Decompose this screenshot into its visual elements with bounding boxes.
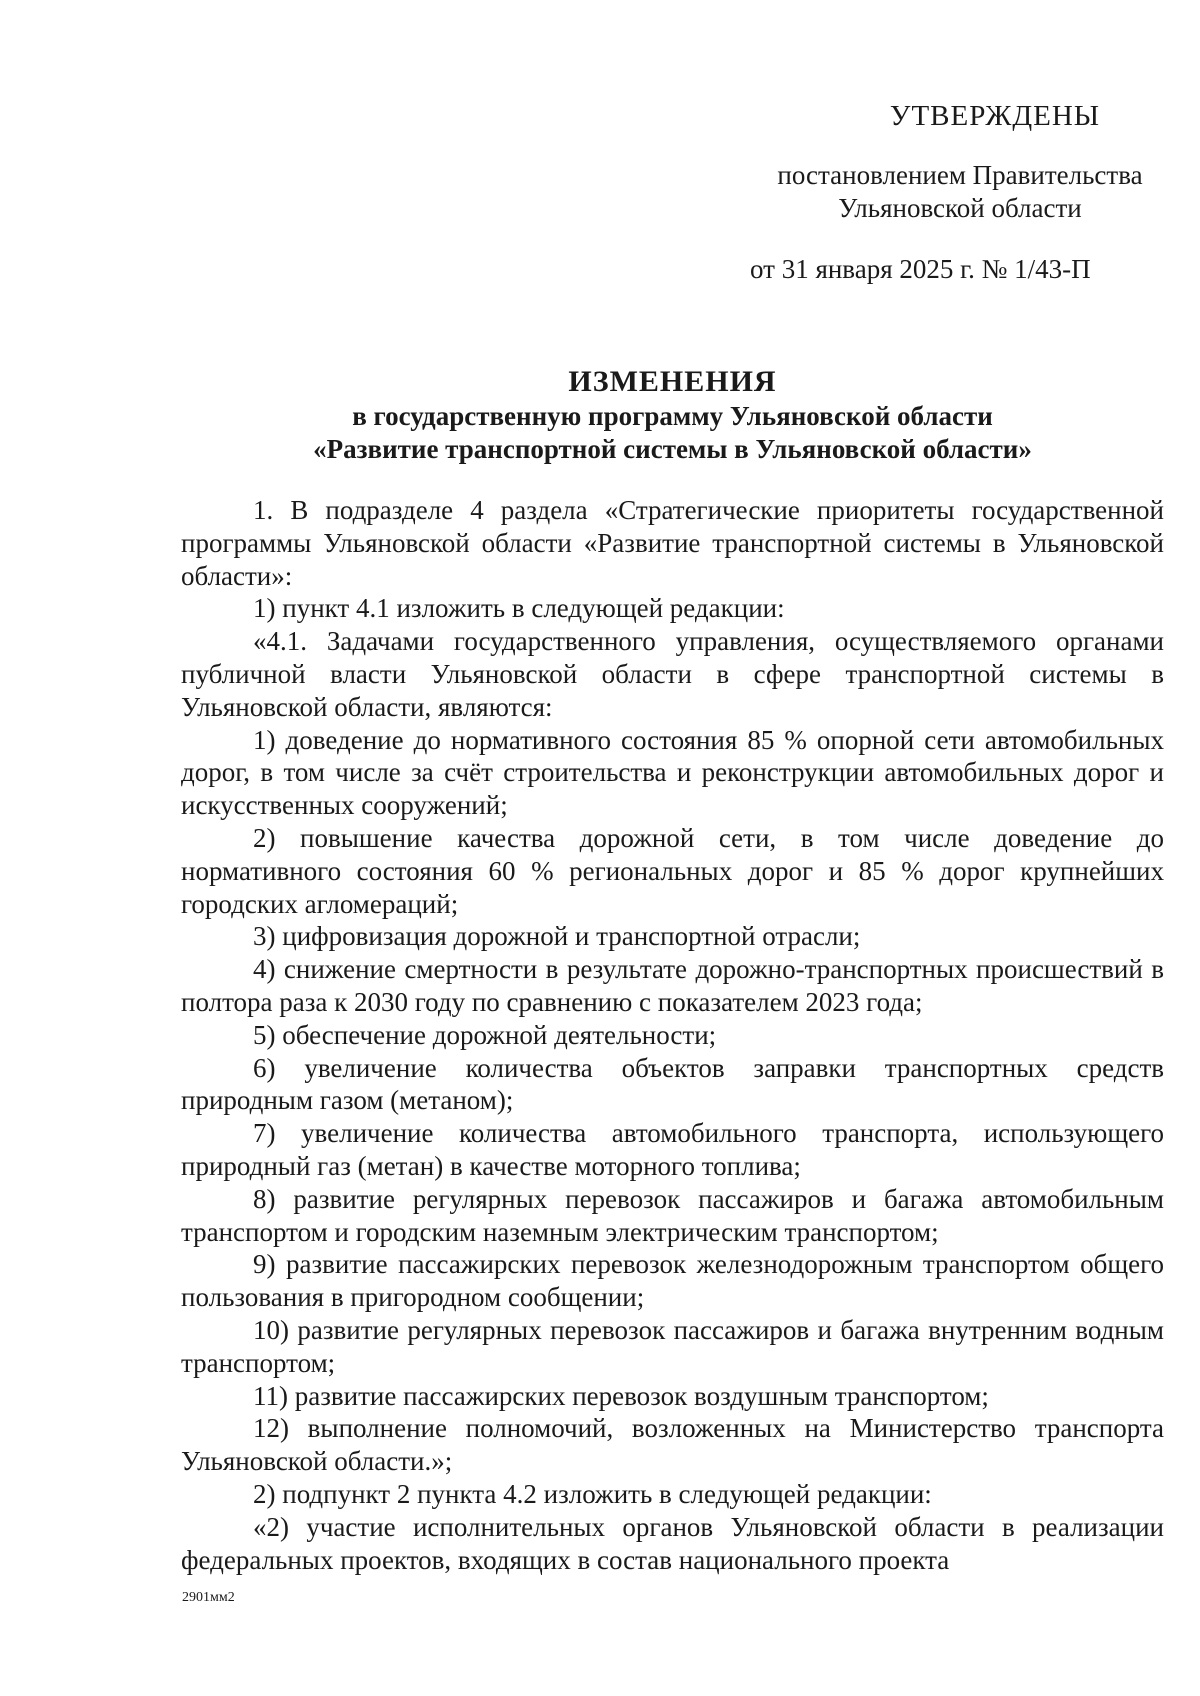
paragraph: 2) повышение качества дорожной сети, в том числе доведение до нормативного состояния 60 % региональных дорог и 85 % дорог крупнейших городских агломераций; [181, 822, 1164, 919]
paragraph: 2) подпункт 2 пункта 4.2 изложить в следующей редакции: [253, 1478, 932, 1509]
paragraph: 3) цифровизация дорожной и транспортной отрасли; [253, 921, 861, 952]
title-line-3: «Развитие транспортной системы в Ульяновской области» [313, 434, 1032, 464]
paragraph: 5) обеспечение дорожной деятельности; [253, 1019, 717, 1050]
decree-date-number: от 31 января 2025 г. № 1/43-П [750, 254, 1091, 284]
paragraph: 1) пункт 4.1 изложить в следующей редакции: [253, 593, 785, 624]
paragraph: 7) увеличение количества автомобильного транспорта, использующего природный газ (метан) в качестве моторного топлива; [181, 1118, 1164, 1181]
document-title [180, 364, 1165, 466]
paragraph: 4) снижение смертности в результате дорожно-транспортных происшествий в полтора раза к 2030 году по сравнению с показателем 2023 года; [181, 954, 1164, 1017]
document-body [181, 494, 1164, 1576]
paragraph: 9) развитие пассажирских перевозок железнодорожным транспортом общего пользования в пригородном сообщении; [181, 1249, 1164, 1313]
paragraph: 11) развитие пассажирских перевозок воздушным транспортом; [253, 1380, 989, 1411]
paragraph: 6) увеличение количества объектов заправки транспортных средств природным газом (метаном); [181, 1052, 1164, 1116]
paragraph: 8) развитие регулярных перевозок пассажиров и багажа автомобильным транспортом и городским наземным электрическим транспортом; [181, 1183, 1164, 1247]
footer-code: 2901мм2 [182, 1590, 235, 1605]
paragraph: 1) доведение до нормативного состояния 85 % опорной сети автомобильных дорог, в том числе за счёт строительства и реконструкции автомобильных дорог и искусственных сооружений; [181, 724, 1164, 821]
paragraph: «4.1. Задачами государственного управления, осуществляемого органами публичной власти Ульяновской области в сфере транспортной системы в Ульяновской области, являются: [181, 626, 1164, 722]
title-main: ИЗМЕНЕНИЯ [568, 365, 777, 398]
title-line-2: в государственную программу Ульяновской области [352, 401, 993, 431]
paragraph: 10) развитие регулярных перевозок пассажиров и багажа внутренним водным транспортом; [181, 1314, 1164, 1378]
paragraph: «2) участие исполнительных органов Ульяновской области в реализации федеральных проектов, входящих в состав национального проекта [181, 1511, 1164, 1575]
decree-line-1: постановлением Правительства [777, 160, 1143, 190]
paragraph: 12) выполнение полномочий, возложенных на Министерство транспорта Ульяновской области.»; [181, 1413, 1164, 1477]
approval-block [750, 100, 1160, 286]
paragraph: 1. В подразделе 4 раздела «Стратегические приоритеты государственной программы Ульяновской области «Развитие транспортной системы в Ульяновской области»: [181, 495, 1164, 591]
decree-line-2: Ульяновской области [838, 193, 1082, 223]
approved-heading: УТВЕРЖДЕНЫ [889, 100, 1101, 132]
